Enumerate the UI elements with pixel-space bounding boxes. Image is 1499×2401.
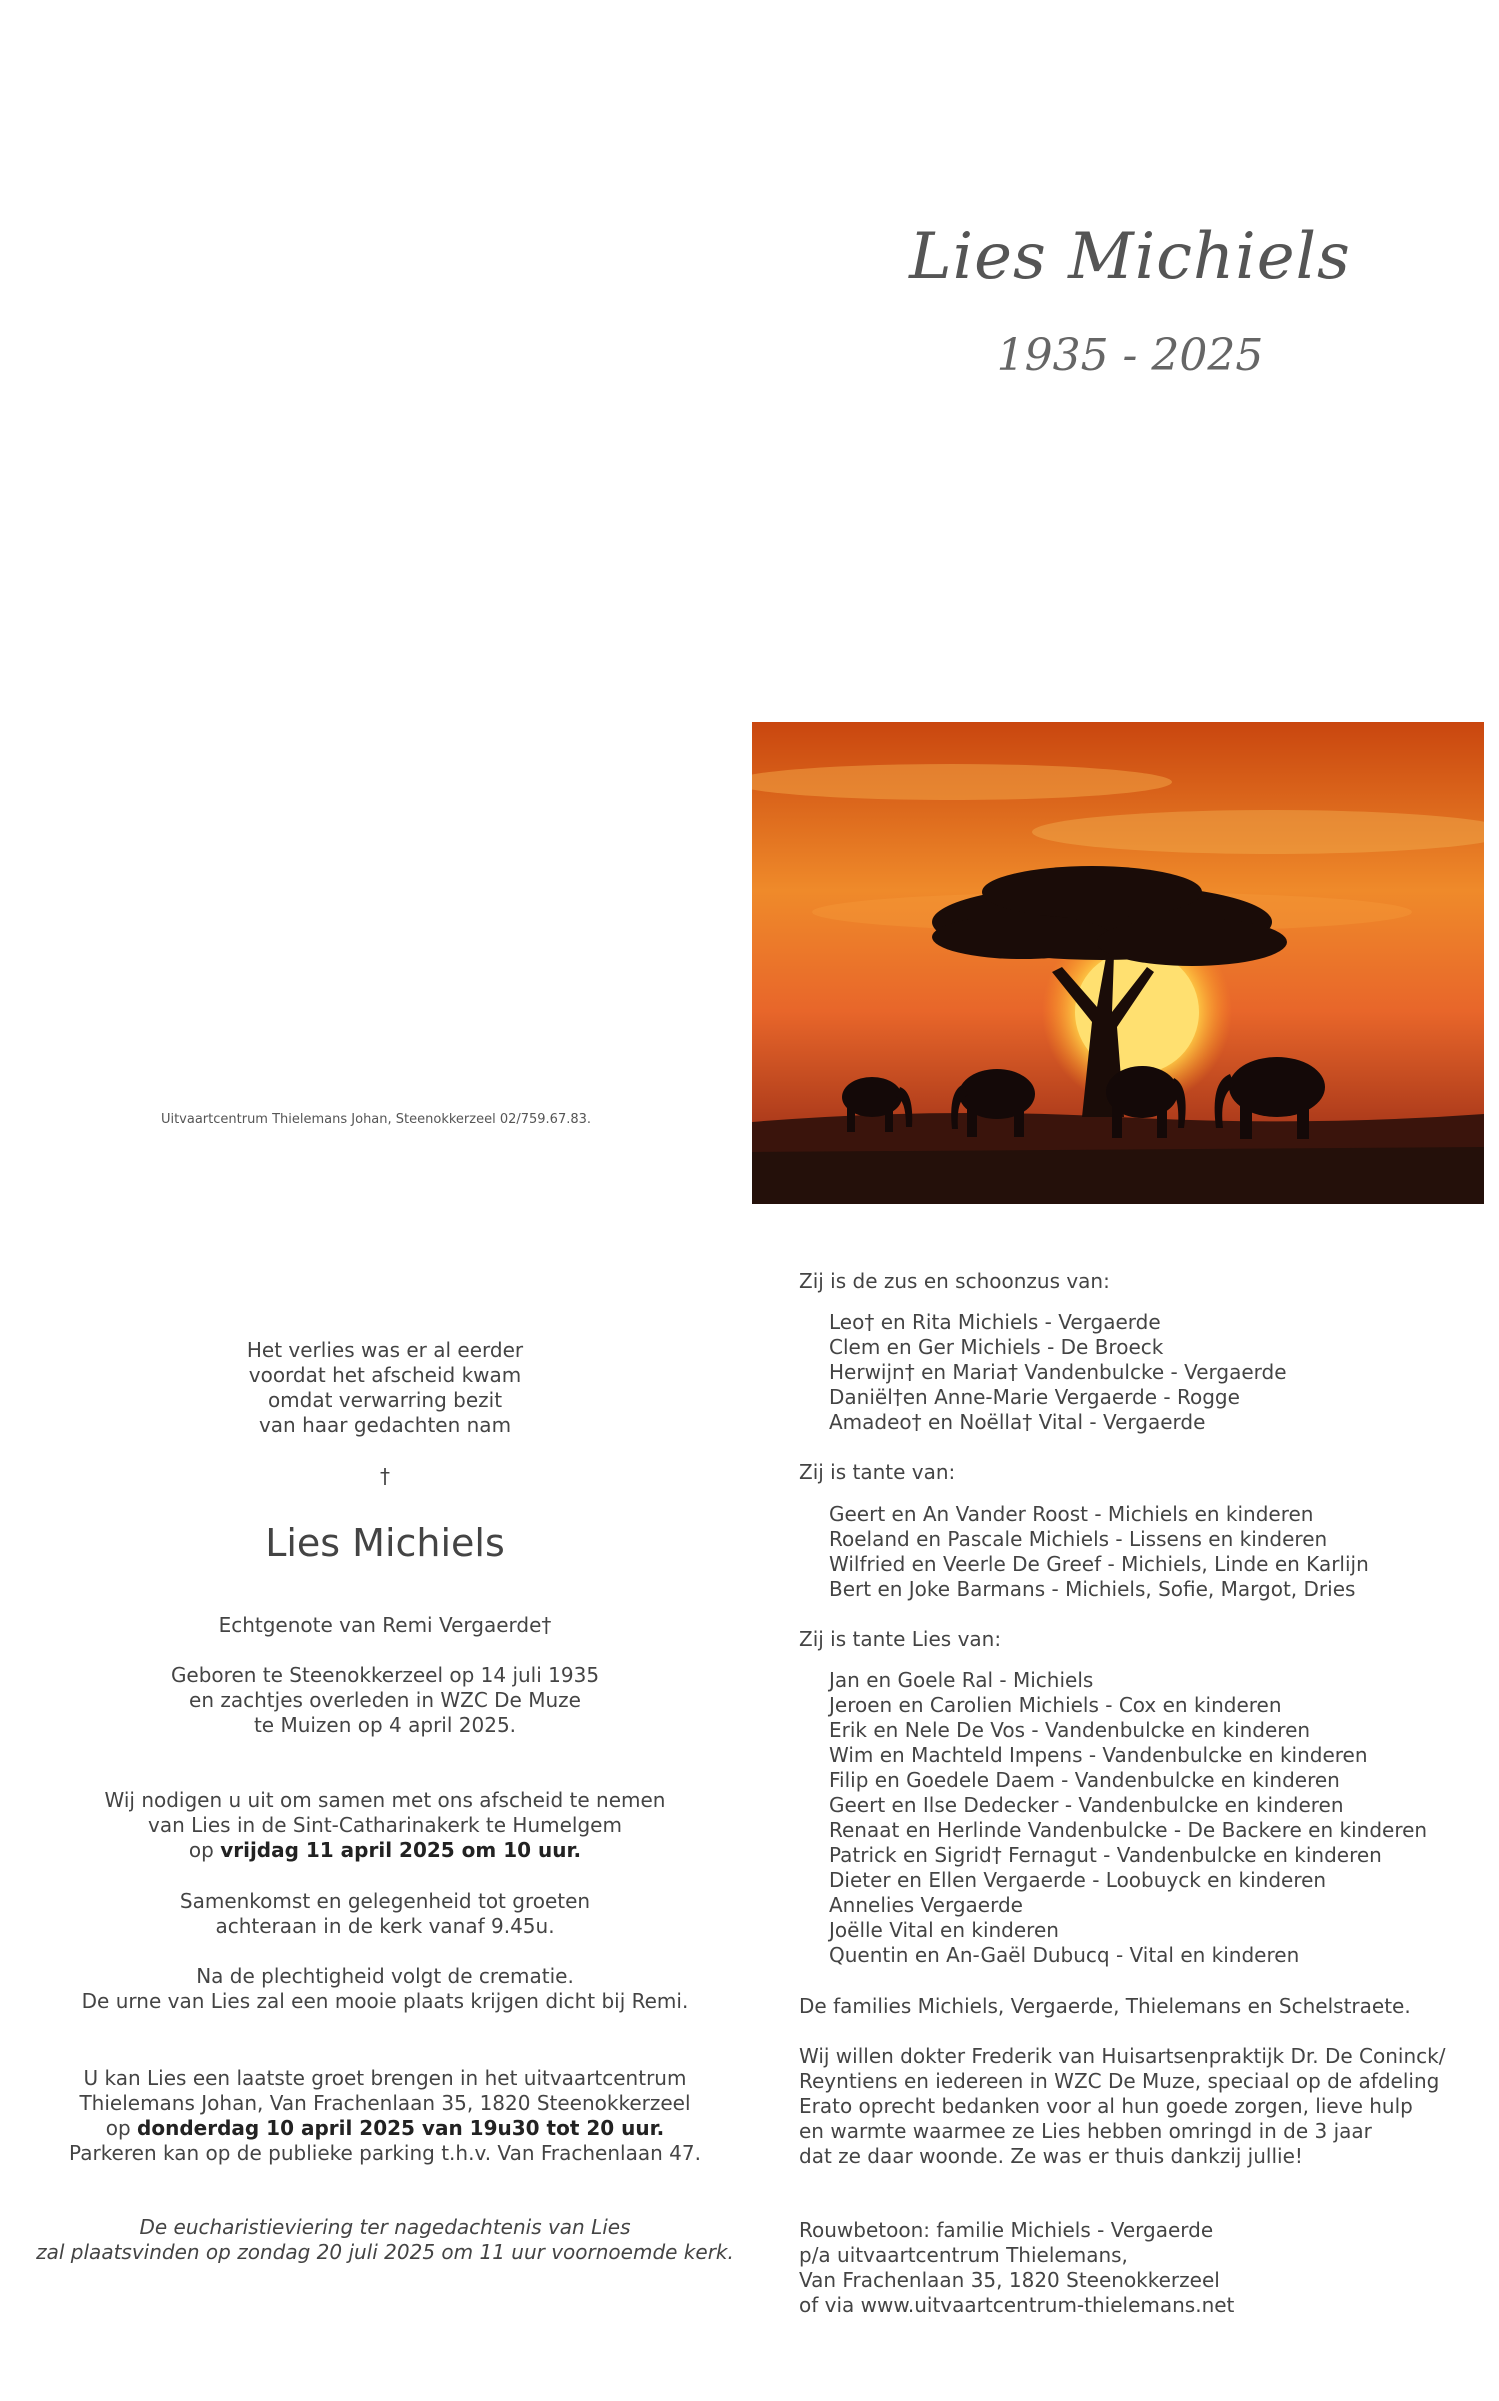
- info-line: De eucharistieviering ter nagedachtenis van Lies: [139, 2215, 631, 2239]
- visitation-date: donderdag 10 april 2025 van 19u30 tot 20 uur.: [137, 2116, 665, 2140]
- info-line: De urne van Lies zal een mooie plaats krijgen dicht bij Remi.: [81, 1989, 689, 2013]
- address-line: Van Frachenlaan 35, 1820 Steenokkerzeel: [799, 2268, 1220, 2292]
- aunt-lies-heading: Zij is tante Lies van:: [799, 1627, 1002, 1651]
- list-item: Dieter en Ellen Vergaerde - Loobuyck en kinderen: [829, 1868, 1327, 1892]
- thanks-line: Erato oprecht bedanken voor al hun goede zorgen, lieve hulp: [799, 2094, 1413, 2118]
- thanks-line: Reyntiens en iedereen in WZC De Muze, speciaal op de afdeling: [799, 2069, 1440, 2093]
- list-item: Leo† en Rita Michiels - Vergaerde: [829, 1310, 1161, 1334]
- poem: [0, 1338, 770, 1438]
- list-item: Herwijn† en Maria† Vandenbulcke - Vergaerde: [829, 1360, 1287, 1384]
- address-line: of via www.uitvaartcentrum-thielemans.net: [799, 2293, 1235, 2317]
- info-line: Wij nodigen u uit om samen met ons afscheid te nemen: [104, 1788, 666, 1812]
- elephants-sunset-image: [752, 722, 1484, 1204]
- mass-info: [0, 2215, 770, 2265]
- families-line: De families Michiels, Vergaerde, Thielemans en Schelstraete.: [799, 1994, 1411, 2018]
- address-line: Rouwbetoon: familie Michiels - Vergaerde: [799, 2218, 1214, 2242]
- info-line: zal plaatsvinden op zondag 20 juli 2025 om 11 uur voornoemde kerk.: [36, 2240, 734, 2264]
- info-line: Thielemans Johan, Van Frachenlaan 35, 1820 Steenokkerzeel: [79, 2091, 691, 2115]
- list-item: Annelies Vergaerde: [829, 1893, 1023, 1917]
- info-line: [0, 1838, 770, 1863]
- info-line: Samenkomst en gelegenheid tot groeten: [179, 1889, 591, 1913]
- poem-line: Het verlies was er al eerder: [246, 1338, 524, 1362]
- list-item: Clem en Ger Michiels - De Broeck: [829, 1335, 1164, 1359]
- aunt-heading: Zij is tante van:: [799, 1460, 956, 1484]
- cover-name: Lies Michiels: [909, 220, 1351, 294]
- info-line: Parkeren kan op de publieke parking t.h.v. Van Frachenlaan 47.: [69, 2141, 701, 2165]
- list-item: Geert en Ilse Dedecker - Vandenbulcke en kinderen: [829, 1793, 1344, 1817]
- list-item: Renaat en Herlinde Vandenbulcke - De Backere en kinderen: [829, 1818, 1428, 1842]
- cremation-info: [0, 1964, 770, 2014]
- aunt-lies-list: [799, 1668, 1499, 1968]
- address-line: p/a uitvaartcentrum Thielemans,: [799, 2243, 1128, 2267]
- info-line: en zachtjes overleden in WZC De Muze: [189, 1688, 581, 1712]
- funeral-date: vrijdag 11 april 2025 om 10 uur.: [220, 1838, 582, 1862]
- list-item: Geert en An Vander Roost - Michiels en kinderen: [829, 1502, 1314, 1526]
- list-item: Patrick en Sigrid† Fernagut - Vandenbulcke en kinderen: [829, 1843, 1382, 1867]
- info-line: van Lies in de Sint-Catharinakerk te Humelgem: [148, 1813, 622, 1837]
- deceased-name: Lies Michiels: [265, 1521, 505, 1565]
- info-line: achteraan in de kerk vanaf 9.45u.: [215, 1914, 555, 1938]
- undertaker-line: Uitvaartcentrum Thielemans Johan, Steenokkerzeel 02/759.67.83.: [160, 1112, 592, 1127]
- list-item: Amadeo† en Noëlla† Vital - Vergaerde: [829, 1410, 1206, 1434]
- info-line: Na de plechtigheid volgt de crematie.: [196, 1964, 574, 1988]
- aunt-list: [799, 1502, 1499, 1602]
- poem-line: van haar gedachten nam: [258, 1413, 512, 1437]
- list-item: Bert en Joke Barmans - Michiels, Sofie, Margot, Dries: [829, 1577, 1356, 1601]
- thanks-line: dat ze daar woonde. Ze was er thuis dankzij jullie!: [799, 2144, 1303, 2168]
- thanks-line: en warmte waarmee ze Lies hebben omringd in de 3 jaar: [799, 2119, 1372, 2143]
- siblings-list: [799, 1310, 1499, 1435]
- gathering-info: [0, 1889, 770, 1939]
- birth-death-info: [0, 1663, 770, 1738]
- list-item: Jan en Goele Ral - Michiels: [829, 1668, 1094, 1692]
- info-line: Geboren te Steenokkerzeel op 14 juli 1935: [170, 1663, 600, 1687]
- list-item: Erik en Nele De Vos - Vandenbulcke en kinderen: [829, 1718, 1311, 1742]
- poem-line: voordat het afscheid kwam: [248, 1363, 522, 1387]
- invitation: [0, 1788, 770, 1863]
- list-item: Daniël†en Anne-Marie Vergaerde - Rogge: [829, 1385, 1240, 1409]
- poem-line: omdat verwarring bezit: [267, 1388, 503, 1412]
- info-line: [0, 2116, 770, 2141]
- mourning-address: [799, 2218, 1489, 2318]
- list-item: Wim en Machteld Impens - Vandenbulcke en kinderen: [829, 1743, 1368, 1767]
- visitation-info: [0, 2066, 770, 2166]
- list-item: Jeroen en Carolien Michiels - Cox en kinderen: [829, 1693, 1282, 1717]
- list-item: Filip en Goedele Daem - Vandenbulcke en kinderen: [829, 1768, 1340, 1792]
- siblings-heading: Zij is de zus en schoonzus van:: [799, 1269, 1110, 1293]
- info-line: te Muizen op 4 april 2025.: [253, 1713, 517, 1737]
- info-prefix: op: [105, 2116, 138, 2140]
- list-item: Wilfried en Veerle De Greef - Michiels, Linde en Karlijn: [829, 1552, 1369, 1576]
- cross-symbol: †: [380, 1464, 390, 1488]
- list-item: Joëlle Vital en kinderen: [829, 1918, 1059, 1942]
- spouse-line: Echtgenote van Remi Vergaerde†: [218, 1613, 552, 1637]
- list-item: Quentin en An-Gaël Dubucq - Vital en kinderen: [829, 1943, 1300, 1967]
- cover-years: 1935 - 2025: [996, 330, 1264, 381]
- thanks-line: Wij willen dokter Frederik van Huisartsenpraktijk Dr. De Coninck/: [799, 2044, 1446, 2068]
- list-item: Roeland en Pascale Michiels - Lissens en kinderen: [829, 1527, 1328, 1551]
- info-line: U kan Lies een laatste groet brengen in het uitvaartcentrum: [83, 2066, 687, 2090]
- thanks-paragraph: [799, 2044, 1489, 2169]
- info-prefix: op: [188, 1838, 221, 1862]
